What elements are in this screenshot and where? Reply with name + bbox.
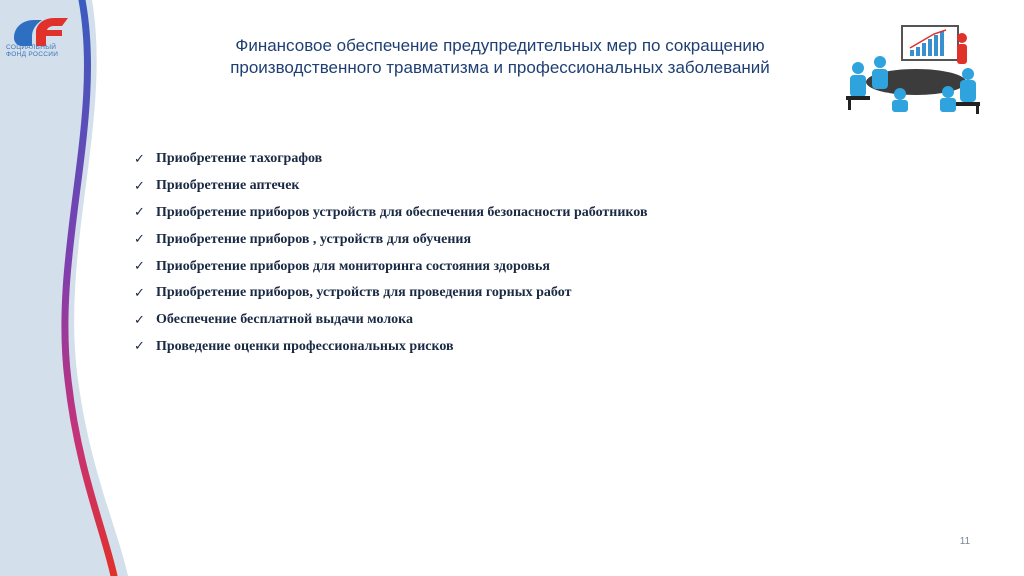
list-item-label: Приобретение приборов, устройств для проведения горных работ (156, 285, 572, 301)
chairs (846, 96, 980, 114)
meeting-presentation-icon (836, 22, 986, 114)
checkmark-icon: ✓ (134, 178, 145, 194)
measures-checklist (134, 146, 648, 360)
slide-title-line-2: производственного травматизма и профессиональных заболеваний (230, 58, 770, 77)
board-bar (922, 43, 926, 56)
board-bar (940, 31, 944, 56)
list-item (134, 280, 648, 307)
page-number: 11 (959, 536, 971, 547)
list-item (134, 173, 648, 200)
list-item-label: Обеспечение бесплатной выдачи молока (156, 312, 414, 328)
checkmark-icon: ✓ (134, 312, 145, 328)
list-item (134, 334, 648, 361)
presenter-body (957, 44, 967, 64)
logo-caption-line-1: СОЦИАЛЬНЫЙ (6, 44, 57, 51)
logo-caption-line-2: ФОНД РОССИИ (6, 51, 59, 58)
slide-title (190, 35, 810, 79)
logo-red-bar (46, 30, 62, 36)
board-bar (928, 39, 932, 56)
list-item (134, 226, 648, 253)
list-item-label: Проведение оценки профессиональных рисков (156, 338, 454, 354)
list-item (134, 307, 648, 334)
checkmark-icon: ✓ (134, 259, 145, 275)
decorative-side-band (0, 0, 130, 576)
board-bar (916, 47, 920, 56)
logo-caption (6, 44, 76, 58)
list-item-label: Приобретение тахографов (156, 151, 323, 167)
slide-title-line-1: Финансовое обеспечение предупредительных мер по сокращению (235, 36, 765, 55)
list-item (134, 253, 648, 280)
checkmark-icon: ✓ (134, 285, 145, 301)
board-bar (934, 35, 938, 56)
list-item-label: Приобретение аптечек (156, 178, 300, 194)
board-bar (910, 50, 914, 56)
presenter-head (957, 33, 967, 43)
social-fund-logo (6, 8, 76, 72)
list-item-label: Приобретение приборов , устройств для обучения (156, 231, 472, 247)
checkmark-icon: ✓ (134, 205, 145, 221)
checkmark-icon: ✓ (134, 151, 145, 167)
list-item-label: Приобретение приборов для мониторинга состояния здоровья (156, 258, 550, 274)
list-item (134, 146, 648, 173)
checkmark-icon: ✓ (134, 232, 145, 248)
checkmark-icon: ✓ (134, 339, 145, 355)
list-item-label: Приобретение приборов устройств для обеспечения безопасности работников (156, 204, 648, 220)
list-item (134, 200, 648, 227)
